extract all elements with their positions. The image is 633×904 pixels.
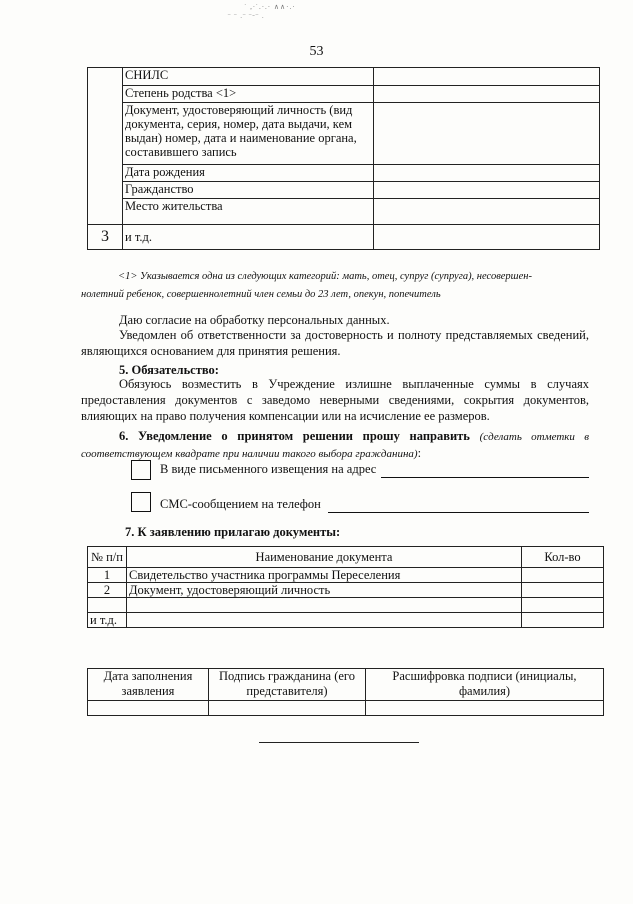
end-separator [259,742,419,743]
table-row [88,598,604,613]
doc-name[interactable] [127,598,522,613]
table-row [88,165,600,182]
table-row [88,182,600,199]
section-6-note: (сделать отметки в соответствующем квадрате при наличии такого выбора гражданина) [81,431,589,460]
field-label: Документ, удостоверяющий личность (вид документа, серия, номер, дата выдачи, кем выдан) номер, дата и наименование органа, составившего запись [123,103,374,165]
footnote-line: <1> Указывается одна из следующих категорий: мать, отец, супруг (супруга), несовершен- [118,271,532,282]
field-value[interactable] [374,165,600,182]
table-row [88,103,600,165]
field-value[interactable] [374,103,600,165]
table-header-row [88,669,604,701]
doc-quantity[interactable] [522,613,604,628]
doc-name: Документ, удостоверяющий личность [127,583,522,598]
doc-number: 2 [88,583,127,598]
field-value[interactable] [374,86,600,103]
field-label: Степень родства <1> [123,86,374,103]
signature-header: Подпись гражданина (его представителя) [209,669,366,701]
field-value[interactable] [374,225,600,250]
table-row [88,86,600,103]
consent-text: Даю согласие на обработку персональных данных. [119,313,390,327]
table-header-row [88,547,604,568]
doc-quantity[interactable] [522,583,604,598]
notified-text: Уведомлен об ответственности за достоверность и полноту представляемых сведений, являющихся основанием для принятия решения. [81,328,589,358]
section-6-heading [81,428,589,462]
documents-table [87,546,604,628]
doc-number: и т.д. [88,613,127,628]
written-notice-checkbox[interactable] [131,460,151,480]
table-row [88,199,600,225]
sms-checkbox[interactable] [131,492,151,512]
decryption-cell[interactable] [366,701,604,716]
field-label: Дата рождения [123,165,374,182]
table-row [88,583,604,598]
signature-table [87,668,604,716]
row-number-cell: 3 [88,225,123,250]
field-value[interactable] [374,182,600,199]
doc-name[interactable] [127,613,522,628]
doc-number [88,598,127,613]
table-row [88,68,600,86]
signature-cell[interactable] [209,701,366,716]
section-6-title: 6. Уведомление о принятом решении прошу направить [119,429,470,443]
column-header-name: Наименование документа [127,547,522,568]
page-number: 53 [309,44,324,59]
section-6-colon: : [417,446,422,460]
doc-quantity[interactable] [522,598,604,613]
date-cell[interactable] [88,701,209,716]
field-value[interactable] [374,68,600,86]
doc-name: Свидетельство участника программы Переселения [127,568,522,583]
scan-mark: ‾ ‾ ᐧ‾ ‾ˉ‾ ᐧ [228,14,265,22]
table-row [88,613,604,628]
field-value[interactable] [374,199,600,225]
row-number-cell [88,68,123,225]
section-7-heading: 7. К заявлению прилагаю документы: [125,525,341,539]
column-header-number: № п/п [88,547,127,568]
section-5-text: Обязуюсь возместить в Учреждение излишне выплаченные суммы в случаях предоставления документов с заведомо неверными сведениями, сокрытия документов, влияющих на право получения компенсации или на исчисление ее размеров. [81,377,589,423]
footnote [81,268,590,304]
section-5-heading: 5. Обязательство: [119,363,219,377]
sms-label: СМС-сообщением на телефон [160,497,321,511]
relatives-table [87,67,600,250]
scan-mark: ˙ ,ᐧ˙.·.· ∧∧·.· [244,3,296,11]
phone-field[interactable] [328,499,589,513]
table-row [88,225,600,250]
table-row [88,568,604,583]
doc-number: 1 [88,568,127,583]
written-notice-label: В виде письменного извещения на адрес [160,462,377,476]
doc-quantity[interactable] [522,568,604,583]
date-header: Дата заполнения заявления [88,669,209,701]
field-label: Гражданство [123,182,374,199]
column-header-quantity: Кол-во [522,547,604,568]
footnote-line: нолетний ребенок, совершеннолетний член семьи до 23 лет, опекун, попечитель [81,289,441,300]
field-label: СНИЛС [123,68,374,86]
table-row [88,701,604,716]
decryption-header: Расшифровка подписи (инициалы, фамилия) [366,669,604,701]
address-field[interactable] [381,464,589,478]
field-label: и т.д. [123,225,374,250]
field-label: Место жительства [123,199,374,225]
